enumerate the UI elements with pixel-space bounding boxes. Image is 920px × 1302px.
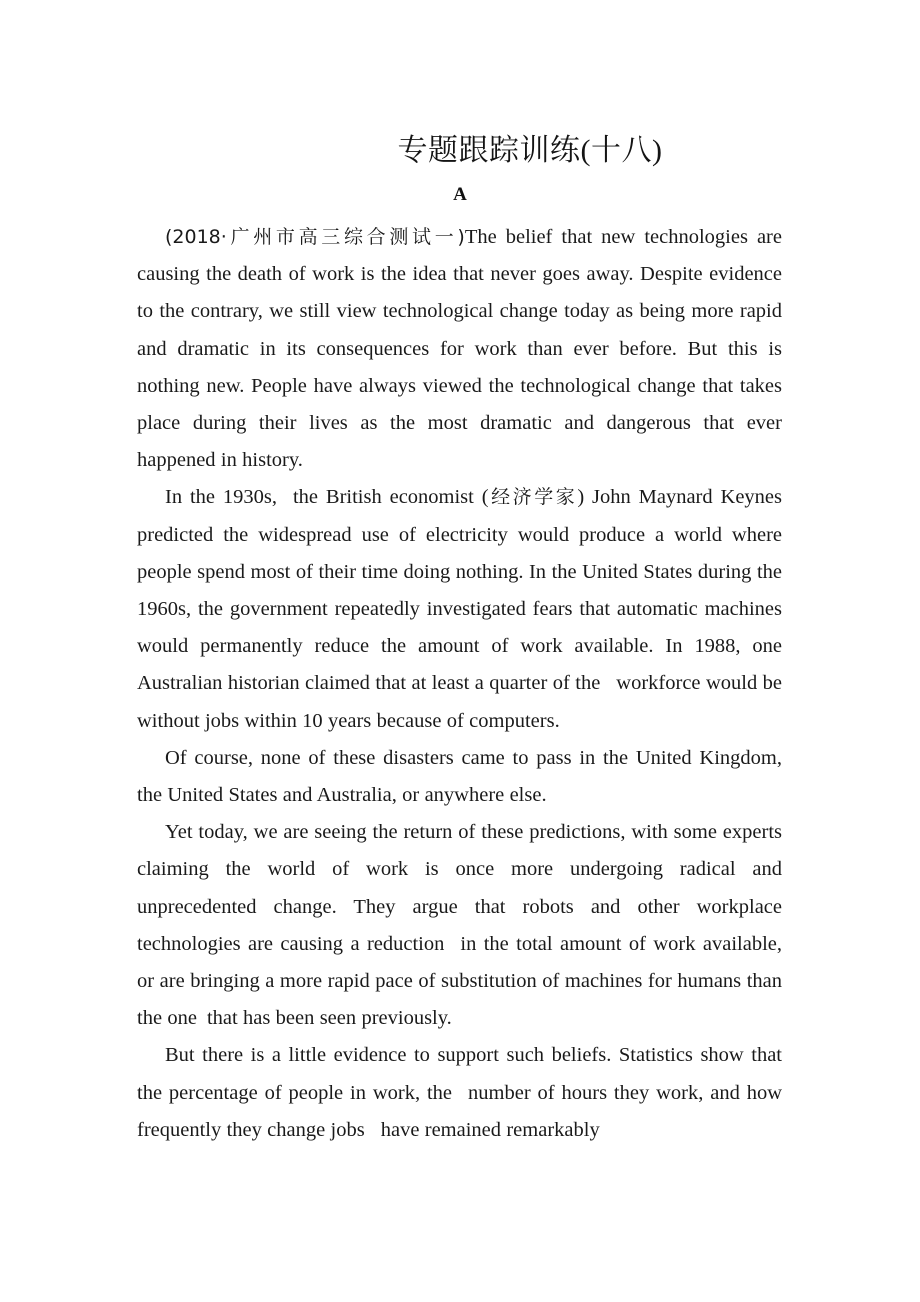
section-label: A [453, 184, 467, 205]
source-tag: (2018·广州市高三综合测试一) [165, 226, 465, 248]
paragraph-2-text-a: In the 1930s, [165, 486, 277, 509]
paragraph-5-text-a: But there is a little evidence to support such beliefs. Statistics show that the percentage of people in work, the [137, 1044, 782, 1104]
paragraph-4-text-b: in the total amount of work available, or are bringing a more rapid pace of substitution of machines for humans than the one [137, 932, 782, 1030]
paragraph-4 [137, 814, 782, 1037]
paragraph-2-text-b: the British economist ( [292, 486, 489, 509]
page-title: 专题跟踪训练(十八) [397, 134, 663, 167]
passage-body [137, 219, 782, 1149]
gloss-economist: 经济学家 [488, 486, 578, 509]
paragraph-1 [137, 219, 782, 479]
paragraph-5-text-b: number of hours they work, and how frequently they change jobs [137, 1081, 783, 1141]
paragraph-2-text-c: ) John Maynard Keynes predicted the widespread use of electricity would produce a world where people spend most of their time doing nothing. In the United States during the 1960s, the government repeatedly investigated fears that automatic machines would permanently reduce the amount of work available. In 1988, one Australian historian claimed that at least a quarter of the [137, 486, 782, 695]
paragraph-4-text-a: Yet today, we are seeing the return of these predictions, with some experts claiming the world of work is once more undergoing radical and unprecedented change. They argue that robots and other workplace technologies are causing a reduction [137, 821, 782, 955]
paragraph-2-text-d: workforce would be without jobs within 10 years because of computers. [137, 672, 782, 732]
paragraph-4-text-c: that has been seen previously. [206, 1007, 452, 1030]
paragraph-3-text: Of course, none of these disasters came to pass in the United Kingdom, the United States and Australia, or anywhere else. [137, 746, 782, 807]
paragraph-5 [137, 1037, 782, 1149]
paragraph-3 [137, 740, 782, 814]
paragraph-5-text-c: have remained remarkably [380, 1118, 600, 1141]
paragraph-1-text: The belief that new technologies are causing the death of work is the idea that never goes away. Despite evidence to the contrary, we still view technological change today as being more rapid and dramatic in its consequences for work than ever before. But this is nothing new. People have always viewed the technological change that takes place during their lives as the most dramatic and dangerous that ever happened in history. [137, 226, 782, 472]
paragraph-2 [137, 479, 782, 739]
